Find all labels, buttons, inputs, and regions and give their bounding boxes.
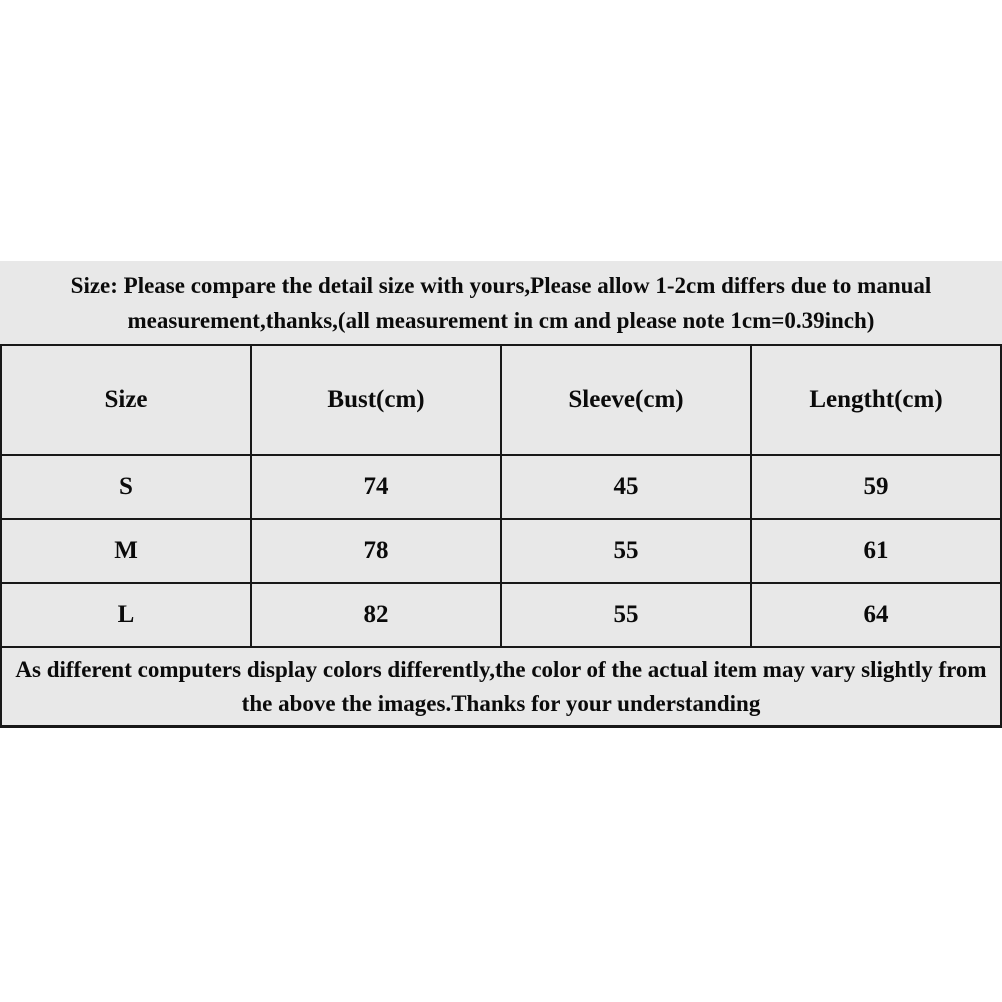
sleeve-cell: 55: [501, 519, 751, 583]
column-header-bust: Bust(cm): [251, 345, 501, 455]
column-header-length: Lengtht(cm): [751, 345, 1001, 455]
length-cell: 59: [751, 455, 1001, 519]
length-cell: 64: [751, 583, 1001, 647]
length-cell: 61: [751, 519, 1001, 583]
sleeve-cell: 55: [501, 583, 751, 647]
bust-cell: 74: [251, 455, 501, 519]
sleeve-cell: 45: [501, 455, 751, 519]
color-disclaimer-line-1: As different computers display colors differently,the color of the actual item may vary slightly from: [15, 656, 987, 682]
size-chart-table: [0, 344, 1002, 648]
color-disclaimer-line-2: the above the images.Thanks for your understanding: [241, 690, 761, 716]
size-cell: M: [1, 519, 251, 583]
column-header-sleeve: Sleeve(cm): [501, 345, 751, 455]
size-measure-note-line-2: measurement,thanks,(all measurement in cm and please note 1cm=0.39inch): [127, 307, 875, 333]
color-disclaimer-note: [0, 648, 1002, 728]
bust-cell: 78: [251, 519, 501, 583]
size-measure-note: [0, 261, 1002, 344]
size-cell: S: [1, 455, 251, 519]
table-row-m: [1, 519, 1001, 583]
header-row: [1, 345, 1001, 455]
size-cell: L: [1, 583, 251, 647]
table-row-s: [1, 455, 1001, 519]
size-measure-note-line-1: Size: Please compare the detail size with yours,Please allow 1-2cm differs due to manual: [70, 272, 932, 298]
size-chart-panel: [0, 261, 1002, 728]
column-header-size: Size: [1, 345, 251, 455]
table-row-l: [1, 583, 1001, 647]
bust-cell: 82: [251, 583, 501, 647]
